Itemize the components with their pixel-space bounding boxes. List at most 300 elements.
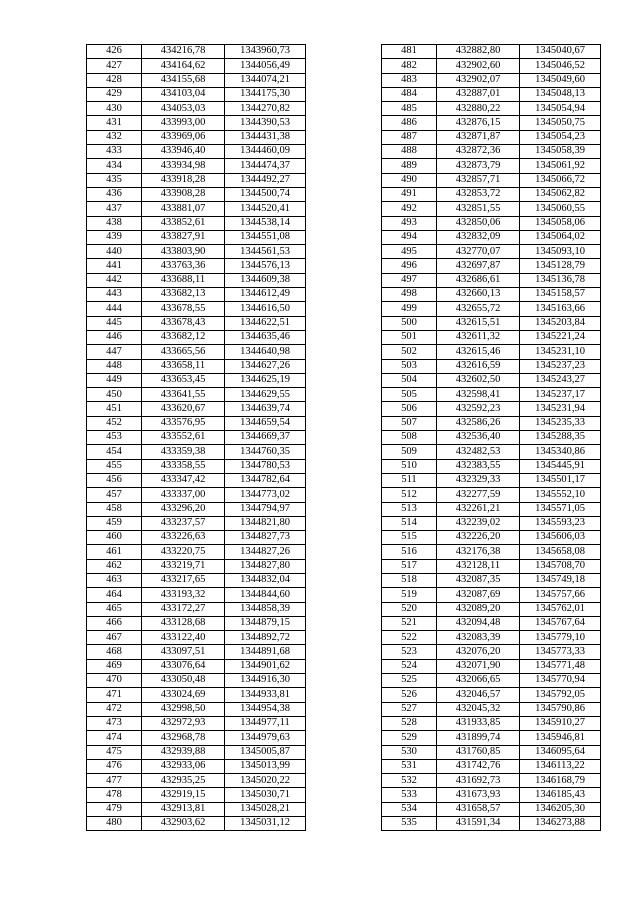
point-number-cell: 451 bbox=[87, 402, 142, 416]
point-number-cell: 444 bbox=[87, 302, 142, 316]
x-coordinate-cell: 433128,68 bbox=[142, 616, 225, 630]
table-row bbox=[87, 602, 306, 616]
y-coordinate-cell: 1344832,04 bbox=[225, 573, 306, 587]
x-coordinate-cell: 431742,76 bbox=[437, 759, 520, 773]
x-coordinate-cell: 434164,62 bbox=[142, 59, 225, 73]
table-row bbox=[382, 102, 601, 116]
point-number-cell: 437 bbox=[87, 202, 142, 216]
point-number-cell: 528 bbox=[382, 716, 437, 730]
y-coordinate-cell: 1344794,97 bbox=[225, 502, 306, 516]
point-number-cell: 430 bbox=[87, 102, 142, 116]
y-coordinate-cell: 1345771,48 bbox=[520, 659, 601, 673]
x-coordinate-cell: 432655,72 bbox=[437, 302, 520, 316]
x-coordinate-cell: 432880,22 bbox=[437, 102, 520, 116]
table-row bbox=[87, 645, 306, 659]
table-row bbox=[382, 202, 601, 216]
y-coordinate-cell: 1345005,87 bbox=[225, 745, 306, 759]
y-coordinate-cell: 1345066,72 bbox=[520, 173, 601, 187]
coordinates-table-left bbox=[86, 44, 306, 831]
y-coordinate-cell: 1343960,73 bbox=[225, 45, 306, 59]
y-coordinate-cell: 1345058,39 bbox=[520, 145, 601, 159]
y-coordinate-cell: 1344827,80 bbox=[225, 559, 306, 573]
x-coordinate-cell: 433347,42 bbox=[142, 473, 225, 487]
point-number-cell: 488 bbox=[382, 145, 437, 159]
table-row bbox=[382, 745, 601, 759]
x-coordinate-cell: 432592,23 bbox=[437, 402, 520, 416]
x-coordinate-cell: 433682,13 bbox=[142, 288, 225, 302]
x-coordinate-cell: 432089,20 bbox=[437, 602, 520, 616]
y-coordinate-cell: 1345050,75 bbox=[520, 116, 601, 130]
x-coordinate-cell: 433969,06 bbox=[142, 130, 225, 144]
y-coordinate-cell: 1344773,02 bbox=[225, 488, 306, 502]
y-coordinate-cell: 1345288,35 bbox=[520, 431, 601, 445]
table-row bbox=[382, 531, 601, 545]
point-number-cell: 429 bbox=[87, 87, 142, 101]
x-coordinate-cell: 433852,61 bbox=[142, 216, 225, 230]
table-row bbox=[87, 716, 306, 730]
y-coordinate-cell: 1344858,39 bbox=[225, 602, 306, 616]
point-number-cell: 426 bbox=[87, 45, 142, 59]
point-number-cell: 489 bbox=[382, 159, 437, 173]
x-coordinate-cell: 432615,51 bbox=[437, 316, 520, 330]
table-row bbox=[87, 745, 306, 759]
table-row bbox=[382, 316, 601, 330]
table-row bbox=[382, 359, 601, 373]
x-coordinate-cell: 432850,06 bbox=[437, 216, 520, 230]
y-coordinate-cell: 1345658,08 bbox=[520, 545, 601, 559]
y-coordinate-cell: 1345708,70 bbox=[520, 559, 601, 573]
y-coordinate-cell: 1345773,33 bbox=[520, 645, 601, 659]
point-number-cell: 514 bbox=[382, 516, 437, 530]
point-number-cell: 468 bbox=[87, 645, 142, 659]
table-row bbox=[87, 116, 306, 130]
x-coordinate-cell: 432882,80 bbox=[437, 45, 520, 59]
y-coordinate-cell: 1345049,60 bbox=[520, 73, 601, 87]
y-coordinate-cell: 1344780,53 bbox=[225, 459, 306, 473]
point-number-cell: 509 bbox=[382, 445, 437, 459]
point-number-cell: 525 bbox=[382, 674, 437, 688]
table-row bbox=[87, 788, 306, 802]
point-number-cell: 454 bbox=[87, 445, 142, 459]
y-coordinate-cell: 1345203,84 bbox=[520, 316, 601, 330]
x-coordinate-cell: 432913,81 bbox=[142, 802, 225, 816]
table-row bbox=[382, 631, 601, 645]
x-coordinate-cell: 432094,48 bbox=[437, 616, 520, 630]
point-number-cell: 520 bbox=[382, 602, 437, 616]
y-coordinate-cell: 1345571,05 bbox=[520, 502, 601, 516]
x-coordinate-cell: 432616,59 bbox=[437, 359, 520, 373]
point-number-cell: 487 bbox=[382, 130, 437, 144]
table-row bbox=[382, 330, 601, 344]
table-row bbox=[382, 59, 601, 73]
point-number-cell: 440 bbox=[87, 245, 142, 259]
y-coordinate-cell: 1345040,67 bbox=[520, 45, 601, 59]
point-number-cell: 470 bbox=[87, 674, 142, 688]
y-coordinate-cell: 1344901,62 bbox=[225, 659, 306, 673]
table-row bbox=[382, 288, 601, 302]
table-row bbox=[382, 245, 601, 259]
point-number-cell: 438 bbox=[87, 216, 142, 230]
x-coordinate-cell: 434053,03 bbox=[142, 102, 225, 116]
point-number-cell: 431 bbox=[87, 116, 142, 130]
point-number-cell: 450 bbox=[87, 388, 142, 402]
table-row bbox=[382, 87, 601, 101]
point-number-cell: 518 bbox=[382, 573, 437, 587]
x-coordinate-cell: 432239,02 bbox=[437, 516, 520, 530]
table-row bbox=[87, 302, 306, 316]
point-number-cell: 465 bbox=[87, 602, 142, 616]
y-coordinate-cell: 1344576,13 bbox=[225, 259, 306, 273]
x-coordinate-cell: 433220,75 bbox=[142, 545, 225, 559]
point-number-cell: 485 bbox=[382, 102, 437, 116]
point-number-cell: 469 bbox=[87, 659, 142, 673]
point-number-cell: 436 bbox=[87, 187, 142, 201]
point-number-cell: 500 bbox=[382, 316, 437, 330]
table-row bbox=[382, 145, 601, 159]
x-coordinate-cell: 432383,55 bbox=[437, 459, 520, 473]
table-row bbox=[87, 573, 306, 587]
y-coordinate-cell: 1345158,57 bbox=[520, 288, 601, 302]
x-coordinate-cell: 431760,85 bbox=[437, 745, 520, 759]
point-number-cell: 464 bbox=[87, 588, 142, 602]
point-number-cell: 498 bbox=[382, 288, 437, 302]
x-coordinate-cell: 432277,59 bbox=[437, 488, 520, 502]
table-row bbox=[382, 473, 601, 487]
point-number-cell: 508 bbox=[382, 431, 437, 445]
table-row bbox=[382, 402, 601, 416]
point-number-cell: 493 bbox=[382, 216, 437, 230]
point-number-cell: 457 bbox=[87, 488, 142, 502]
point-number-cell: 434 bbox=[87, 159, 142, 173]
x-coordinate-cell: 432887,01 bbox=[437, 87, 520, 101]
point-number-cell: 439 bbox=[87, 230, 142, 244]
y-coordinate-cell: 1344460,09 bbox=[225, 145, 306, 159]
table-row bbox=[382, 702, 601, 716]
x-coordinate-cell: 432615,46 bbox=[437, 345, 520, 359]
y-coordinate-cell: 1345792,05 bbox=[520, 688, 601, 702]
point-number-cell: 461 bbox=[87, 545, 142, 559]
x-coordinate-cell: 431933,85 bbox=[437, 716, 520, 730]
x-coordinate-cell: 432226,20 bbox=[437, 531, 520, 545]
table-row bbox=[382, 159, 601, 173]
table-row bbox=[87, 187, 306, 201]
x-coordinate-cell: 433193,32 bbox=[142, 588, 225, 602]
y-coordinate-cell: 1344625,19 bbox=[225, 373, 306, 387]
x-coordinate-cell: 433763,36 bbox=[142, 259, 225, 273]
y-coordinate-cell: 1344916,30 bbox=[225, 674, 306, 688]
point-number-cell: 441 bbox=[87, 259, 142, 273]
table-row bbox=[87, 702, 306, 716]
x-coordinate-cell: 433665,56 bbox=[142, 345, 225, 359]
table-row bbox=[87, 59, 306, 73]
y-coordinate-cell: 1345061,92 bbox=[520, 159, 601, 173]
x-coordinate-cell: 432087,35 bbox=[437, 573, 520, 587]
point-number-cell: 535 bbox=[382, 817, 437, 831]
table-row bbox=[382, 230, 601, 244]
y-coordinate-cell: 1344639,74 bbox=[225, 402, 306, 416]
table-row bbox=[382, 488, 601, 502]
x-coordinate-cell: 433237,57 bbox=[142, 516, 225, 530]
table-row bbox=[87, 817, 306, 831]
y-coordinate-cell: 1345593,23 bbox=[520, 516, 601, 530]
y-coordinate-cell: 1344933,81 bbox=[225, 688, 306, 702]
y-coordinate-cell: 1345231,10 bbox=[520, 345, 601, 359]
x-coordinate-cell: 432697,87 bbox=[437, 259, 520, 273]
table-row bbox=[87, 631, 306, 645]
x-coordinate-cell: 432919,15 bbox=[142, 788, 225, 802]
y-coordinate-cell: 1344629,55 bbox=[225, 388, 306, 402]
point-number-cell: 455 bbox=[87, 459, 142, 473]
x-coordinate-cell: 432076,20 bbox=[437, 645, 520, 659]
table-row bbox=[382, 45, 601, 59]
x-coordinate-cell: 432611,32 bbox=[437, 330, 520, 344]
point-number-cell: 452 bbox=[87, 416, 142, 430]
y-coordinate-cell: 1345910,27 bbox=[520, 716, 601, 730]
x-coordinate-cell: 433908,28 bbox=[142, 187, 225, 201]
y-coordinate-cell: 1344520,41 bbox=[225, 202, 306, 216]
x-coordinate-cell: 432968,78 bbox=[142, 731, 225, 745]
y-coordinate-cell: 1345779,10 bbox=[520, 631, 601, 645]
y-coordinate-cell: 1344175,30 bbox=[225, 87, 306, 101]
point-number-cell: 481 bbox=[382, 45, 437, 59]
point-number-cell: 524 bbox=[382, 659, 437, 673]
point-number-cell: 428 bbox=[87, 73, 142, 87]
table-row bbox=[87, 674, 306, 688]
x-coordinate-cell: 433122,40 bbox=[142, 631, 225, 645]
table-row bbox=[87, 45, 306, 59]
point-number-cell: 448 bbox=[87, 359, 142, 373]
y-coordinate-cell: 1345762,01 bbox=[520, 602, 601, 616]
table-row bbox=[382, 516, 601, 530]
y-coordinate-cell: 1345231,94 bbox=[520, 402, 601, 416]
table-row bbox=[87, 516, 306, 530]
point-number-cell: 456 bbox=[87, 473, 142, 487]
x-coordinate-cell: 432536,40 bbox=[437, 431, 520, 445]
table-row bbox=[382, 573, 601, 587]
table-body bbox=[382, 45, 601, 831]
point-number-cell: 433 bbox=[87, 145, 142, 159]
x-coordinate-cell: 431658,57 bbox=[437, 802, 520, 816]
point-number-cell: 510 bbox=[382, 459, 437, 473]
y-coordinate-cell: 1344827,26 bbox=[225, 545, 306, 559]
table-row bbox=[87, 345, 306, 359]
y-coordinate-cell: 1345030,71 bbox=[225, 788, 306, 802]
point-number-cell: 522 bbox=[382, 631, 437, 645]
x-coordinate-cell: 433653,45 bbox=[142, 373, 225, 387]
point-number-cell: 519 bbox=[382, 588, 437, 602]
x-coordinate-cell: 432871,87 bbox=[437, 130, 520, 144]
table-row bbox=[87, 130, 306, 144]
x-coordinate-cell: 432598,41 bbox=[437, 388, 520, 402]
table-row bbox=[382, 559, 601, 573]
point-number-cell: 532 bbox=[382, 774, 437, 788]
point-number-cell: 491 bbox=[382, 187, 437, 201]
point-number-cell: 443 bbox=[87, 288, 142, 302]
x-coordinate-cell: 434216,78 bbox=[142, 45, 225, 59]
table-row bbox=[382, 445, 601, 459]
y-coordinate-cell: 1344821,80 bbox=[225, 516, 306, 530]
x-coordinate-cell: 432083,39 bbox=[437, 631, 520, 645]
x-coordinate-cell: 432046,57 bbox=[437, 688, 520, 702]
coordinates-table-right bbox=[381, 44, 601, 831]
y-coordinate-cell: 1346185,43 bbox=[520, 788, 601, 802]
x-coordinate-cell: 432770,07 bbox=[437, 245, 520, 259]
y-coordinate-cell: 1344074,21 bbox=[225, 73, 306, 87]
point-number-cell: 475 bbox=[87, 745, 142, 759]
y-coordinate-cell: 1344551,08 bbox=[225, 230, 306, 244]
y-coordinate-cell: 1344538,14 bbox=[225, 216, 306, 230]
table-row bbox=[87, 488, 306, 502]
point-number-cell: 494 bbox=[382, 230, 437, 244]
x-coordinate-cell: 431692,73 bbox=[437, 774, 520, 788]
y-coordinate-cell: 1344056,49 bbox=[225, 59, 306, 73]
y-coordinate-cell: 1345445,91 bbox=[520, 459, 601, 473]
y-coordinate-cell: 1344954,38 bbox=[225, 702, 306, 716]
table-row bbox=[382, 416, 601, 430]
table-row bbox=[87, 245, 306, 259]
table-row bbox=[382, 259, 601, 273]
y-coordinate-cell: 1345221,24 bbox=[520, 330, 601, 344]
table-row bbox=[87, 159, 306, 173]
y-coordinate-cell: 1345060,55 bbox=[520, 202, 601, 216]
y-coordinate-cell: 1345064,02 bbox=[520, 230, 601, 244]
point-number-cell: 462 bbox=[87, 559, 142, 573]
table-row bbox=[87, 431, 306, 445]
x-coordinate-cell: 433934,98 bbox=[142, 159, 225, 173]
y-coordinate-cell: 1345767,64 bbox=[520, 616, 601, 630]
point-number-cell: 453 bbox=[87, 431, 142, 445]
point-number-cell: 477 bbox=[87, 774, 142, 788]
point-number-cell: 533 bbox=[382, 788, 437, 802]
point-number-cell: 530 bbox=[382, 745, 437, 759]
point-number-cell: 492 bbox=[382, 202, 437, 216]
point-number-cell: 515 bbox=[382, 531, 437, 545]
x-coordinate-cell: 433358,55 bbox=[142, 459, 225, 473]
table-row bbox=[382, 273, 601, 287]
table-row bbox=[87, 202, 306, 216]
x-coordinate-cell: 433658,11 bbox=[142, 359, 225, 373]
table-row bbox=[382, 373, 601, 387]
table-row bbox=[382, 388, 601, 402]
point-number-cell: 446 bbox=[87, 330, 142, 344]
table-row bbox=[382, 502, 601, 516]
point-number-cell: 479 bbox=[87, 802, 142, 816]
y-coordinate-cell: 1345770,94 bbox=[520, 674, 601, 688]
point-number-cell: 472 bbox=[87, 702, 142, 716]
x-coordinate-cell: 431591,34 bbox=[437, 817, 520, 831]
table-body bbox=[87, 45, 306, 831]
x-coordinate-cell: 433918,28 bbox=[142, 173, 225, 187]
y-coordinate-cell: 1345243,27 bbox=[520, 373, 601, 387]
table-row bbox=[382, 130, 601, 144]
point-number-cell: 466 bbox=[87, 616, 142, 630]
table-row bbox=[382, 817, 601, 831]
point-number-cell: 458 bbox=[87, 502, 142, 516]
point-number-cell: 526 bbox=[382, 688, 437, 702]
point-number-cell: 449 bbox=[87, 373, 142, 387]
x-coordinate-cell: 433682,12 bbox=[142, 330, 225, 344]
point-number-cell: 496 bbox=[382, 259, 437, 273]
x-coordinate-cell: 432128,11 bbox=[437, 559, 520, 573]
y-coordinate-cell: 1345946,81 bbox=[520, 731, 601, 745]
x-coordinate-cell: 433296,20 bbox=[142, 502, 225, 516]
point-number-cell: 516 bbox=[382, 545, 437, 559]
table-row bbox=[87, 588, 306, 602]
x-coordinate-cell: 433946,40 bbox=[142, 145, 225, 159]
x-coordinate-cell: 433024,69 bbox=[142, 688, 225, 702]
point-number-cell: 482 bbox=[382, 59, 437, 73]
x-coordinate-cell: 431673,93 bbox=[437, 788, 520, 802]
table-row bbox=[87, 288, 306, 302]
y-coordinate-cell: 1345340,86 bbox=[520, 445, 601, 459]
point-number-cell: 502 bbox=[382, 345, 437, 359]
x-coordinate-cell: 433620,67 bbox=[142, 402, 225, 416]
y-coordinate-cell: 1345054,94 bbox=[520, 102, 601, 116]
point-number-cell: 531 bbox=[382, 759, 437, 773]
table-row bbox=[382, 688, 601, 702]
x-coordinate-cell: 432832,09 bbox=[437, 230, 520, 244]
table-row bbox=[87, 502, 306, 516]
y-coordinate-cell: 1344616,50 bbox=[225, 302, 306, 316]
point-number-cell: 506 bbox=[382, 402, 437, 416]
x-coordinate-cell: 432872,36 bbox=[437, 145, 520, 159]
y-coordinate-cell: 1345046,52 bbox=[520, 59, 601, 73]
table-row bbox=[382, 802, 601, 816]
y-coordinate-cell: 1344891,68 bbox=[225, 645, 306, 659]
x-coordinate-cell: 433803,90 bbox=[142, 245, 225, 259]
table-row bbox=[382, 616, 601, 630]
y-coordinate-cell: 1344390,53 bbox=[225, 116, 306, 130]
x-coordinate-cell: 432972,93 bbox=[142, 716, 225, 730]
point-number-cell: 513 bbox=[382, 502, 437, 516]
y-coordinate-cell: 1345163,66 bbox=[520, 302, 601, 316]
x-coordinate-cell: 432602,50 bbox=[437, 373, 520, 387]
point-number-cell: 442 bbox=[87, 273, 142, 287]
point-number-cell: 505 bbox=[382, 388, 437, 402]
point-number-cell: 507 bbox=[382, 416, 437, 430]
point-number-cell: 483 bbox=[382, 73, 437, 87]
table-row bbox=[87, 459, 306, 473]
y-coordinate-cell: 1345237,23 bbox=[520, 359, 601, 373]
point-number-cell: 473 bbox=[87, 716, 142, 730]
x-coordinate-cell: 433552,61 bbox=[142, 431, 225, 445]
y-coordinate-cell: 1344844,60 bbox=[225, 588, 306, 602]
point-number-cell: 427 bbox=[87, 59, 142, 73]
y-coordinate-cell: 1345058,06 bbox=[520, 216, 601, 230]
table-row bbox=[382, 645, 601, 659]
x-coordinate-cell: 432933,06 bbox=[142, 759, 225, 773]
y-coordinate-cell: 1345501,17 bbox=[520, 473, 601, 487]
point-number-cell: 432 bbox=[87, 130, 142, 144]
y-coordinate-cell: 1344669,37 bbox=[225, 431, 306, 445]
y-coordinate-cell: 1344622,51 bbox=[225, 316, 306, 330]
x-coordinate-cell: 432066,65 bbox=[437, 674, 520, 688]
table-row bbox=[87, 531, 306, 545]
y-coordinate-cell: 1345606,03 bbox=[520, 531, 601, 545]
point-number-cell: 486 bbox=[382, 116, 437, 130]
point-number-cell: 501 bbox=[382, 330, 437, 344]
y-coordinate-cell: 1345020,22 bbox=[225, 774, 306, 788]
y-coordinate-cell: 1345136,78 bbox=[520, 273, 601, 287]
table-row bbox=[87, 759, 306, 773]
table-row bbox=[382, 216, 601, 230]
y-coordinate-cell: 1344474,37 bbox=[225, 159, 306, 173]
table-row bbox=[87, 102, 306, 116]
table-row bbox=[87, 145, 306, 159]
y-coordinate-cell: 1345013,99 bbox=[225, 759, 306, 773]
point-number-cell: 459 bbox=[87, 516, 142, 530]
x-coordinate-cell: 431899,74 bbox=[437, 731, 520, 745]
